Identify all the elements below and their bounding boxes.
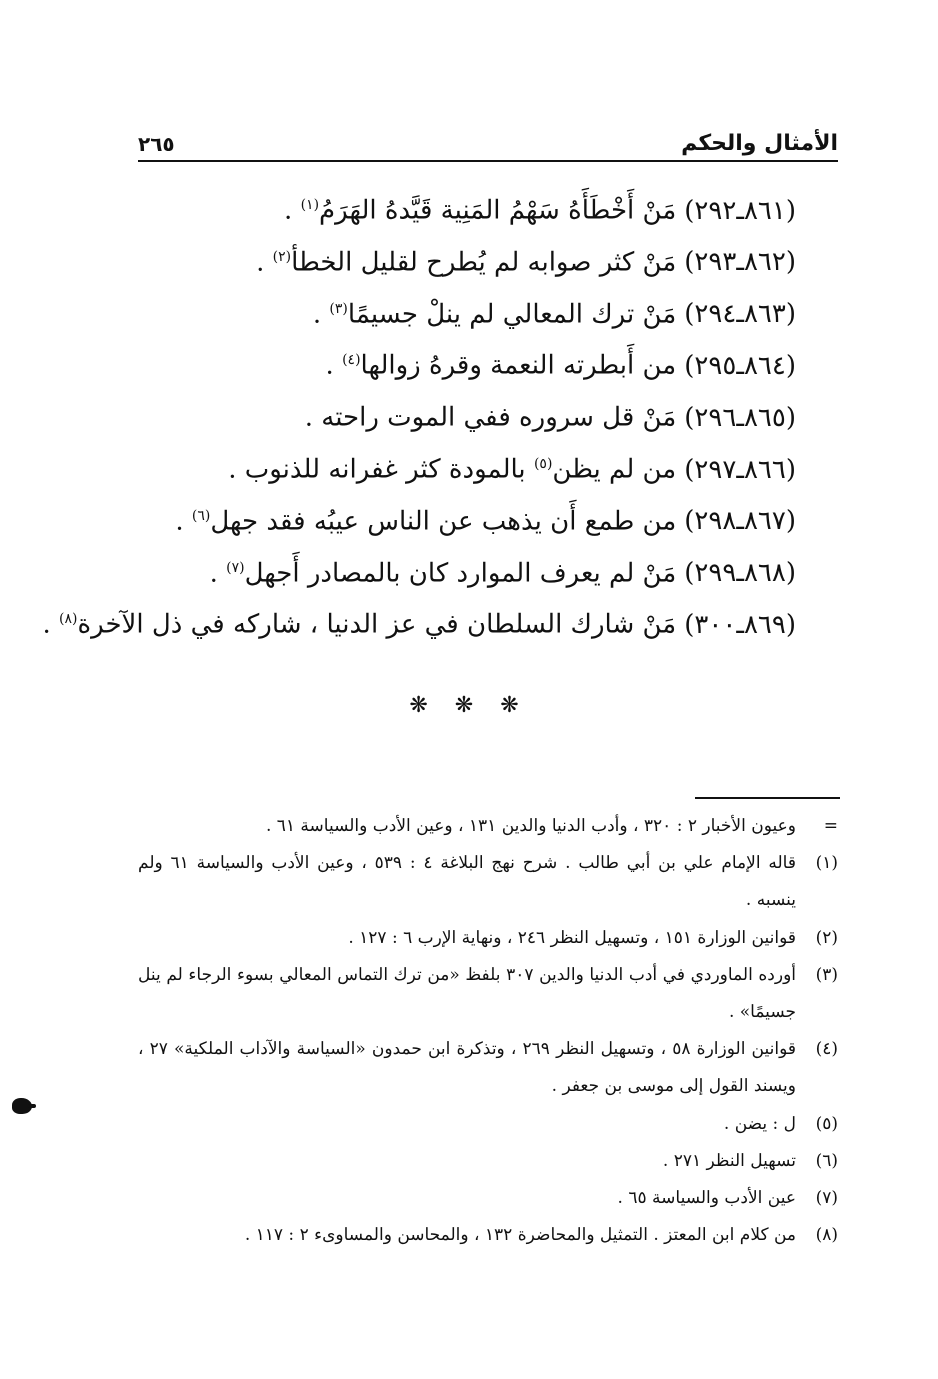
footnote-item: [138, 1106, 838, 1143]
footnote-ref: (٣): [329, 300, 348, 317]
saying-item: [96, 335, 796, 387]
footnote-item: [138, 957, 838, 1031]
saying-text: مَنْ لم يعرف الموارد كان بالمصادر أَجهل: [244, 558, 677, 589]
saying-item: [96, 180, 796, 232]
saying-tail: .: [175, 506, 192, 537]
saying-text: من طمع أَن يذهب عن الناس عيبُه فقد جهل: [210, 506, 677, 537]
running-header: [138, 118, 838, 162]
footnote-item: [138, 808, 838, 845]
footnote-item: [138, 1217, 838, 1254]
saying-number: (٨٦٢ـ٢٩٣): [684, 247, 796, 278]
footnote-ref: (٥): [533, 455, 553, 472]
footnote-item: [138, 920, 838, 957]
saying-item: [96, 491, 796, 543]
footnote-text: تسهيل النظر ٢٧١ .: [662, 1150, 796, 1171]
footnote-ref: (٧): [226, 559, 245, 576]
footnote-rule: [695, 797, 840, 799]
footnote-ref: (١): [300, 197, 320, 213]
saying-number: (٨٦٨ـ٢٩٩): [684, 558, 796, 589]
footnote-mark: (٨): [815, 1225, 838, 1246]
footnote-mark: (٣): [815, 964, 838, 985]
saying-item: [42, 594, 796, 646]
footnote-mark: (٥): [815, 1113, 838, 1134]
saying-number: (٨٦٥ـ٢٩٦): [684, 402, 796, 433]
footnote-mark: =: [823, 816, 838, 836]
saying-text: مَنْ قل سروره ففي الموت راحته: [321, 402, 677, 433]
footnote-text: قوانين الوزارة ٥٨ ، وتسهيل النظر ٢٦٩ ، وتذكرة ابن حمدون «السياسة والآداب الملكية» ٢٧ ، ويسند القول إلى موسى بن جعفر .: [138, 1039, 796, 1097]
saying-text: مَنْ أَخْطَأَهُ سَهْمُ المَنِية قَيَّدهُ الهَرَمُ: [319, 195, 677, 226]
footnote-text: ل : يضن .: [723, 1113, 796, 1134]
footnote-text: قاله الإمام علي بن أبي طالب . شرح نهج البلاغة ٤ : ٥٣٩ ، وعين الأدب والسياسة ٦١ ولم ينسبه .: [138, 853, 796, 911]
ink-blot-tail: [28, 1104, 36, 1108]
footnote-ref: (٨): [59, 611, 78, 628]
chapter-title: الأمثال والحكم: [681, 131, 838, 156]
saying-text: مَنْ شارك السلطان في عز الدنيا ، شاركه في ذل الآخرة: [77, 610, 677, 641]
saying-tail: .: [312, 299, 330, 330]
saying-number: (٨٦٦ـ٢٩٧): [684, 454, 796, 485]
footnotes: [138, 808, 838, 1254]
saying-number: (٨٦٣ـ٢٩٤): [684, 299, 796, 330]
footnote-text: من كلام ابن المعتز . التمثيل والمحاضرة ١٣٢ ، والمحاسن والمساوىء ٢ : ١١٧ .: [244, 1225, 796, 1246]
footnote-ref: (٦): [191, 507, 211, 524]
saying-text: مَنْ كثر صوابه لم يُطرح لقليل الخطأ: [291, 247, 677, 278]
saying-text: من أَبطرته النعمة وقرهُ زوالها: [360, 351, 677, 382]
saying-item: [96, 387, 796, 439]
saying-tail: .: [209, 558, 227, 589]
saying-number: (٨٦٧ـ٢٩٨): [684, 506, 796, 537]
saying-item: [96, 439, 796, 491]
footnote-ref: (٢): [272, 248, 292, 265]
saying-text: مَنْ ترك المعالي لم ينلْ جسيمًا: [347, 299, 677, 330]
sayings-list: [42, 180, 796, 646]
saying-tail: .: [325, 351, 343, 382]
footnote-item: [138, 1180, 838, 1217]
footnote-mark: (٢): [815, 927, 838, 948]
saying-tail: .: [42, 610, 60, 641]
saying-tail: .: [304, 402, 322, 433]
footnote-item: [138, 1031, 838, 1105]
footnote-mark: (٦): [815, 1150, 838, 1171]
footnote-item: [138, 845, 838, 919]
saying-tail: بالمودة كثر غفرانه للذنوب .: [228, 454, 534, 485]
saying-item: [96, 284, 796, 336]
footnote-text: أورده الماوردي في أدب الدنيا والدين ٣٠٧ بلفظ «من ترك التماس المعالي بسوء الرجاء لم ينل جسيمًا» .: [138, 964, 797, 1023]
saying-item: [96, 543, 796, 595]
footnote-ref: (٤): [342, 352, 361, 369]
footnote-text: وعيون الأخبار ٢ : ٣٢٠ ، وأدب الدنيا والدين ١٣١ ، وعين الأدب والسياسة ٦١ .: [265, 816, 796, 836]
footnote-mark: (٤): [815, 1039, 838, 1060]
footnote-mark: (٧): [815, 1188, 838, 1209]
saying-tail: .: [284, 195, 301, 226]
footnote-text: عين الأدب والسياسة ٦٥ .: [617, 1188, 796, 1209]
footnote-mark: (١): [815, 853, 838, 874]
page-number: ٢٦٥: [138, 132, 175, 156]
section-separator: ❋ ❋ ❋: [409, 693, 529, 718]
saying-text: من لم يظن: [552, 454, 677, 485]
footnote-text: قوانين الوزارة ١٥١ ، وتسهيل النظر ٢٤٦ ، ونهاية الإرب ٦ : ١٢٧ .: [348, 927, 796, 948]
saying-number: (٨٦١ـ٢٩٢): [684, 195, 796, 226]
footnote-item: [138, 1143, 838, 1180]
saying-item: [96, 232, 796, 284]
saying-number: (٨٦٩ـ٣٠٠): [684, 610, 796, 641]
saying-tail: .: [256, 247, 273, 278]
saying-number: (٨٦٤ـ٢٩٥): [684, 351, 796, 382]
